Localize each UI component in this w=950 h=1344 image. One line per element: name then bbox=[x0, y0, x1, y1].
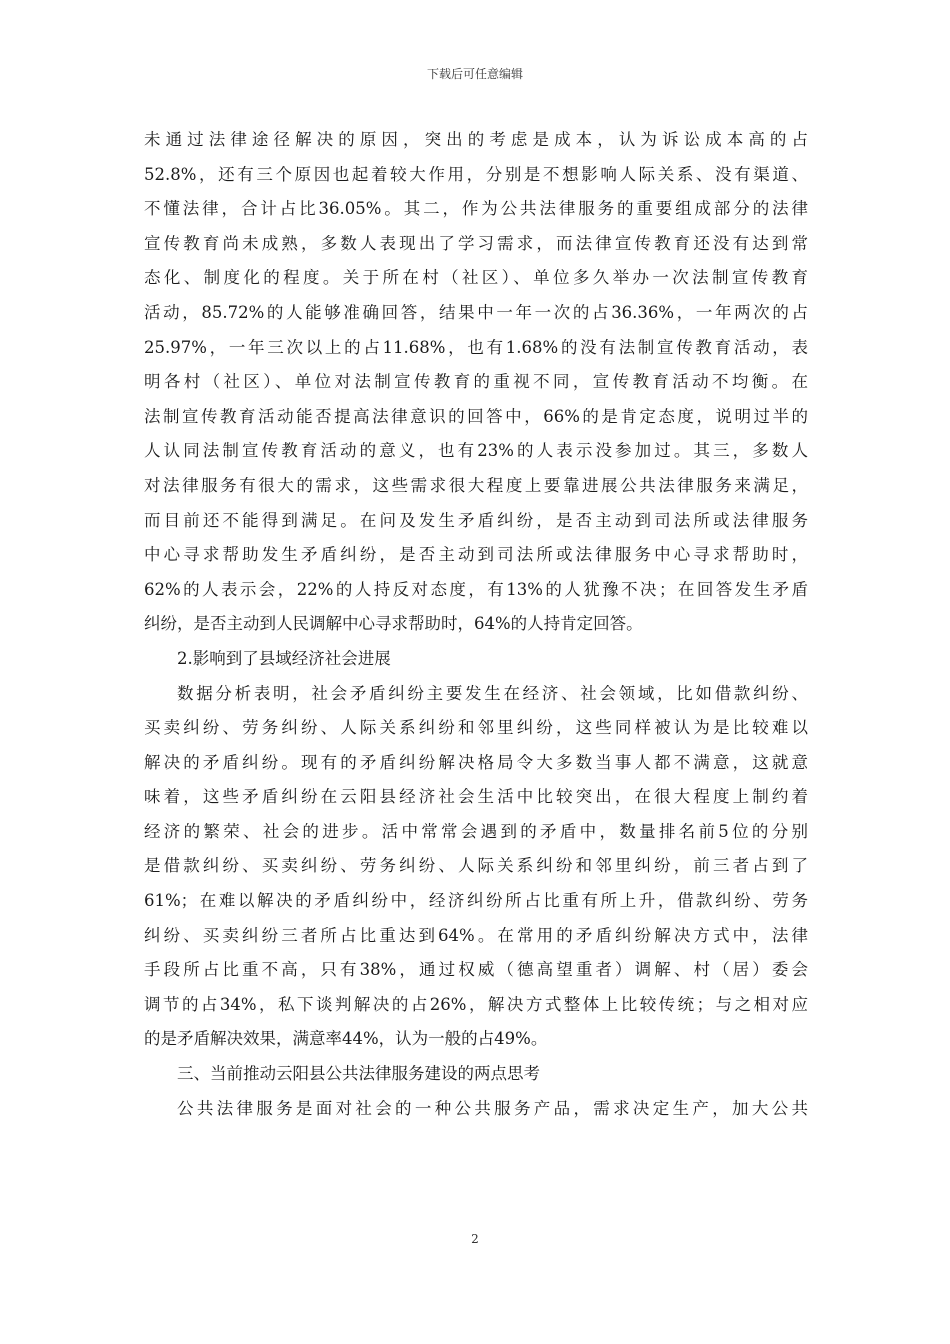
document-body bbox=[144, 123, 808, 1126]
text-line: 解决的矛盾纠纷。现有的矛盾纠纷解决格局令大多数当事人都不满意，这就意 bbox=[144, 752, 808, 772]
text-line: 买卖纠纷、劳务纠纷、人际关系纠纷和邻里纠纷，这些同样被认为是比较难以 bbox=[144, 718, 808, 738]
text-line: 宣传教育尚未成熟，多数人表现出了学习需求，而法律宣传教育还没有达到常 bbox=[144, 233, 808, 253]
text-line: 公共法律服务是面对社会的一种公共服务产品，需求决定生产，加大公共 bbox=[177, 1098, 808, 1118]
text-line: 三、当前推动云阳县公共法律服务建设的两点思考 bbox=[177, 1064, 540, 1084]
page-number: 2 bbox=[471, 1232, 479, 1246]
text-line: 态化、制度化的程度。关于所在村（社区）、单位多久举办一次法制宣传教育 bbox=[144, 268, 808, 288]
text-line: 25.97%，一年三次以上的占11.68%，也有1.68%的没有法制宣传教育活动，表 bbox=[144, 337, 808, 357]
text-line: 调节的占34%，私下谈判解决的占26%，解决方式整体上比较传统；与之相对应 bbox=[144, 994, 808, 1014]
text-line: 不懂法律，合计占比36.05%。其二，作为公共法律服务的重要组成部分的法律 bbox=[144, 199, 808, 219]
text-line: 未通过法律途径解决的原因，突出的考虑是成本，认为诉讼成本高的占 bbox=[144, 130, 808, 149]
text-line: 纠纷，是否主动到人民调解中心寻求帮助时，64%的人持肯定回答。 bbox=[144, 614, 643, 634]
text-line: 2.影响到了县域经济社会进展 bbox=[177, 648, 391, 668]
text-line: 味着，这些矛盾纠纷在云阳县经济社会生活中比较突出，在很大程度上制约着 bbox=[144, 787, 808, 807]
text-line: 是借款纠纷、买卖纠纷、劳务纠纷、人际关系纠纷和邻里纠纷，前三者占到了 bbox=[144, 856, 808, 876]
text-line: 明各村（社区）、单位对法制宣传教育的重视不同，宣传教育活动不均衡。在 bbox=[144, 372, 808, 392]
text-line: 61%；在难以解决的矛盾纠纷中，经济纠纷所占比重有所上升，借款纠纷、劳务 bbox=[144, 891, 808, 911]
text-line: 手段所占比重不高，只有38%，通过权威（德高望重者）调解、村（居）委会 bbox=[144, 960, 808, 980]
text-line: 人认同法制宣传教育活动的意义，也有23%的人表示没参加过。其三，多数人 bbox=[144, 441, 808, 461]
text-line: 而目前还不能得到满足。在问及发生矛盾纠纷，是否主动到司法所或法律服务 bbox=[144, 510, 808, 530]
text-line: 数据分析表明，社会矛盾纠纷主要发生在经济、社会领域，比如借款纠纷、 bbox=[177, 683, 808, 703]
text-line: 法制宣传教育活动能否提高法律意识的回答中，66%的是肯定态度，说明过半的 bbox=[144, 406, 808, 426]
text-line: 纠纷、买卖纠纷三者所占比重达到64%。在常用的矛盾纠纷解决方式中，法律 bbox=[144, 925, 808, 945]
text-line: 的是矛盾解决效果，满意率44%，认为一般的占49%。 bbox=[144, 1029, 548, 1049]
text-line: 62%的人表示会，22%的人持反对态度，有13%的人犹豫不决；在回答发生矛盾 bbox=[144, 579, 808, 599]
text-line: 经济的繁荣、社会的进步。活中常常会遇到的矛盾中，数量排名前5位的分别 bbox=[144, 821, 808, 841]
text-line: 中心寻求帮助发生矛盾纠纷，是否主动到司法所或法律服务中心寻求帮助时， bbox=[144, 545, 808, 565]
page-header: 下载后可任意编辑 bbox=[426, 67, 523, 81]
text-line: 对法律服务有很大的需求，这些需求很大程度上要靠进展公共法律服务来满足， bbox=[144, 475, 808, 495]
text-line: 活动，85.72%的人能够准确回答，结果中一年一次的占36.36%，一年两次的占 bbox=[144, 302, 808, 322]
text-line: 52.8%，还有三个原因也起着较大作用，分别是不想影响人际关系、没有渠道、 bbox=[144, 164, 808, 184]
